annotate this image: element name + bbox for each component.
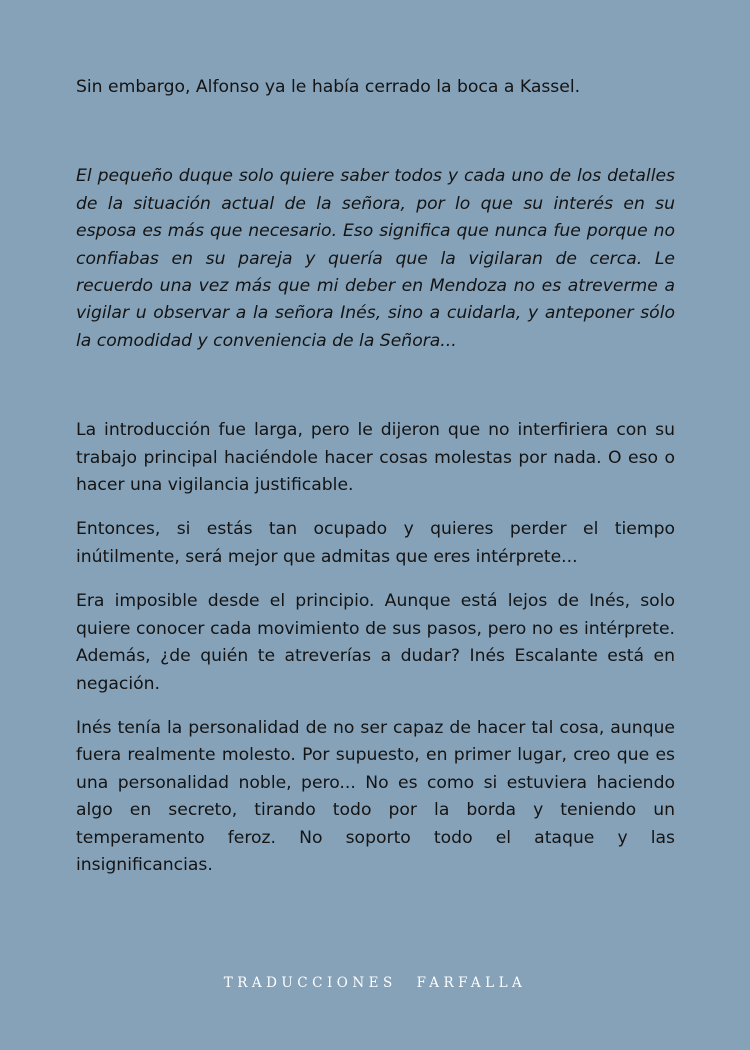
body-paragraph-1: La introducción fue larga, pero le dijeron que no interfiriera con su trabajo principal haciéndole hacer cosas molestas por nada. O eso o hacer una vigilancia justificable.	[76, 420, 675, 496]
body-paragraph-2: Entonces, si estás tan ocupado y quieres perder el tiempo inútilmente, será mejor que admitas que eres intérprete...	[76, 519, 675, 567]
document-page	[76, 74, 675, 896]
body-paragraph-3: Era imposible desde el principio. Aunque está lejos de Inés, solo quiere conocer cada movimiento de sus pasos, pero no es intérprete. Además, ¿de quién te atreverías a dudar? Inés Escalante está en negación.	[76, 591, 675, 694]
footer-credit: TRADUCCIONES FARFALLA	[223, 975, 527, 991]
body-paragraph-4: Inés tenía la personalidad de no ser capaz de hacer tal cosa, aunque fuera realmente molesto. Por supuesto, en primer lugar, creo que es una personalidad noble, pero... No es como si estuviera haciendo algo en secreto, tirando todo por la borda y teniendo un temperamento feroz. No soporto todo el ataque y las insignificancias.	[76, 717, 675, 875]
opening-paragraph: Sin embargo, Alfonso ya le había cerrado la boca a Kassel.	[76, 77, 581, 97]
italic-letter-passage: El pequeño duque solo quiere saber todos y cada uno de los detalles de la situación actual de la señora, por lo que su interés en su esposa es más que necesario. Eso significa que nunca fue porque no confiabas en su pareja y quería que la vigilaran de cerca. Le recuerdo una vez más que mi deber en Mendoza no es atreverme a vigilar u observar a la señora Inés, sino a cuidarla, y anteponer sólo la comodidad y conveniencia de la Señora...	[76, 166, 675, 351]
